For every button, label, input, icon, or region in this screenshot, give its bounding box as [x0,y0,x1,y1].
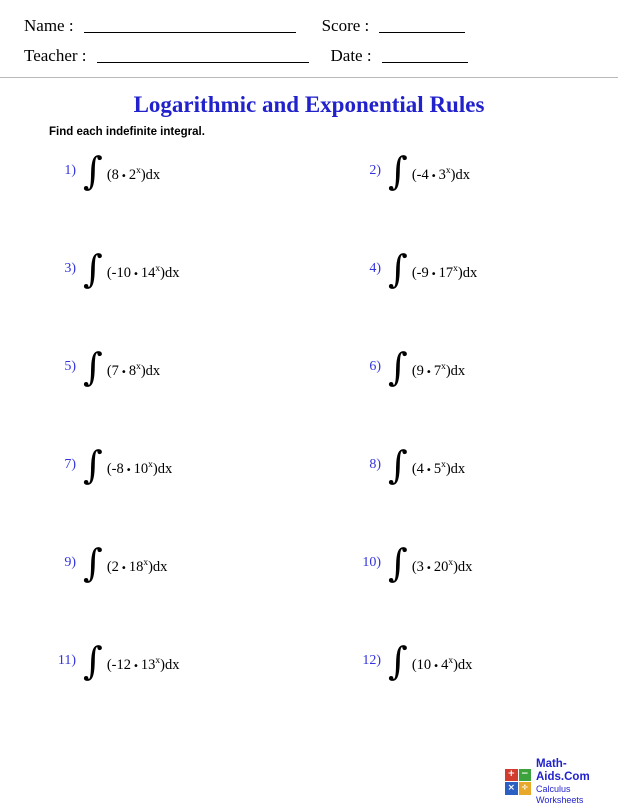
problem-row [0,442,618,540]
paren-open: ( [411,362,417,379]
directions-text: Find each indefinite integral. [49,126,205,138]
exponent: x [143,558,149,568]
base: 14 [140,264,156,281]
header-row-teacher [24,36,594,66]
problem-expression [107,154,160,184]
differential: )dx [457,264,478,281]
problem-item [309,344,618,442]
differential: )dx [152,460,173,477]
integral-icon: ∫ [388,149,408,193]
problem-number: 4) [369,261,381,276]
integral-icon: ∫ [388,541,408,585]
base: 8 [128,362,137,379]
paren-open: ( [411,460,417,477]
problem-item [0,638,309,736]
problem-item [0,540,309,638]
problem-expression [107,350,160,380]
multiply-dot-icon: • [425,366,432,378]
multiply-dot-icon: • [430,268,437,280]
differential: )dx [140,362,161,379]
problem-expression [412,448,465,478]
base: 3 [438,166,446,183]
problem-expression [412,350,465,380]
differential: )dx [445,362,466,379]
differential: )dx [445,460,466,477]
problem-item [0,344,309,442]
exponent: x [453,264,458,274]
multiply-dot-icon: • [133,660,139,672]
plus-icon: + [505,769,518,782]
coefficient: 8 [111,166,119,183]
teacher-label: Teacher : [24,46,87,65]
integral-icon: ∫ [83,541,103,585]
problem-row [0,148,618,246]
problem-grid [0,148,618,736]
paren-open: ( [106,264,112,281]
multiply-dot-icon: • [433,660,440,672]
differential: )dx [160,264,180,281]
page-title: Logarithmic and Exponential Rules [133,92,485,117]
exponent: x [148,460,153,470]
coefficient: -4 [416,166,429,183]
header-row-name [24,6,594,36]
problem-number: 5) [64,359,76,374]
differential: )dx [453,558,473,575]
problem-number: 10) [362,555,381,570]
paren-open: ( [106,460,112,477]
problem-number: 7) [64,457,76,472]
worksheet-header [0,0,618,76]
multiply-dot-icon: • [120,366,127,378]
multiply-dot-icon: • [425,464,432,476]
differential: )dx [140,166,161,183]
integral-icon: ∫ [83,247,103,291]
coefficient: 10 [416,656,432,673]
problem-expression [107,546,168,576]
problem-item [0,442,309,540]
coefficient: -9 [416,264,429,281]
coefficient: 3 [416,558,424,575]
base: 18 [128,558,144,575]
base: 4 [441,656,449,673]
coefficient: -12 [111,656,131,673]
problem-expression [412,546,473,576]
footer-text [536,758,618,805]
coefficient: 7 [111,362,119,379]
coefficient: 2 [111,558,119,575]
exponent: x [155,264,161,274]
paren-open: ( [106,656,112,673]
divide-icon: ÷ [519,782,532,795]
problem-number: 8) [369,457,381,472]
problem-expression [107,448,172,478]
problem-number: 1) [64,163,76,178]
problem-item [309,540,618,638]
integral-icon: ∫ [388,639,408,683]
exponent: x [448,558,454,568]
multiply-dot-icon: • [430,170,437,182]
problem-number: 9) [64,555,76,570]
base: 5 [433,460,442,477]
footer-logo[interactable] [505,758,618,805]
integral-icon: ∫ [83,443,103,487]
paren-open: ( [411,558,417,575]
coefficient: -10 [111,264,131,281]
problem-item [309,246,618,344]
paren-open: ( [411,264,417,281]
coefficient: -8 [111,460,124,477]
multiply-dot-icon: • [425,562,432,574]
multiply-dot-icon: • [120,170,127,182]
problem-expression [412,154,470,184]
problem-expression [412,644,473,674]
base: 13 [140,656,156,673]
problem-row [0,246,618,344]
multiply-dot-icon: • [120,562,127,574]
paren-open: ( [411,166,417,183]
multiply-dot-icon: • [133,268,139,280]
exponent: x [441,460,446,470]
coefficient: 9 [416,362,424,379]
teacher-input[interactable] [97,45,309,63]
date-input[interactable] [382,45,468,63]
exponent: x [448,656,454,666]
coefficient: 4 [416,460,424,477]
exponent: x [136,362,141,372]
problem-expression [412,252,477,282]
problem-number: 3) [64,261,76,276]
problem-number: 6) [369,359,381,374]
score-input[interactable] [379,15,465,33]
paren-open: ( [106,558,112,575]
multiply-dot-icon: • [125,464,132,476]
problem-number: 2) [369,163,381,178]
differential: )dx [160,656,180,673]
minus-icon: − [519,769,532,782]
problem-number: 11) [57,653,76,668]
site-name[interactable]: Math-Aids.Com [536,758,590,784]
problem-expression [107,644,180,674]
paren-open: ( [106,362,112,379]
problem-item [309,442,618,540]
problem-row [0,344,618,442]
exponent: x [441,362,446,372]
base: 20 [433,558,449,575]
base: 10 [133,460,149,477]
math-aids-logo-icon [505,769,531,795]
name-input[interactable] [84,15,296,33]
base: 2 [128,166,137,183]
name-label: Name : [24,16,74,35]
problem-item [0,148,309,246]
differential: )dx [450,166,470,183]
integral-icon: ∫ [83,149,103,193]
differential: )dx [453,656,473,673]
integral-icon: ∫ [388,443,408,487]
problem-number: 12) [362,653,381,668]
header-divider [0,77,618,78]
problem-row [0,540,618,638]
exponent: x [136,166,141,176]
integral-icon: ∫ [388,247,408,291]
integral-icon: ∫ [83,345,103,389]
problem-item [0,246,309,344]
problem-item [309,148,618,246]
problem-item [309,638,618,736]
times-icon: × [505,782,518,795]
problem-row [0,638,618,736]
base: 7 [433,362,442,379]
exponent: x [155,656,161,666]
integral-icon: ∫ [83,639,103,683]
base: 17 [438,264,454,281]
paren-open: ( [411,656,417,673]
score-label: Score : [321,16,370,35]
date-label: Date : [330,46,372,65]
exponent: x [445,166,451,176]
paren-open: ( [106,166,112,183]
worksheet-category: Calculus Worksheets [536,784,584,805]
problem-expression [107,252,180,282]
differential: )dx [148,558,168,575]
integral-icon: ∫ [388,345,408,389]
